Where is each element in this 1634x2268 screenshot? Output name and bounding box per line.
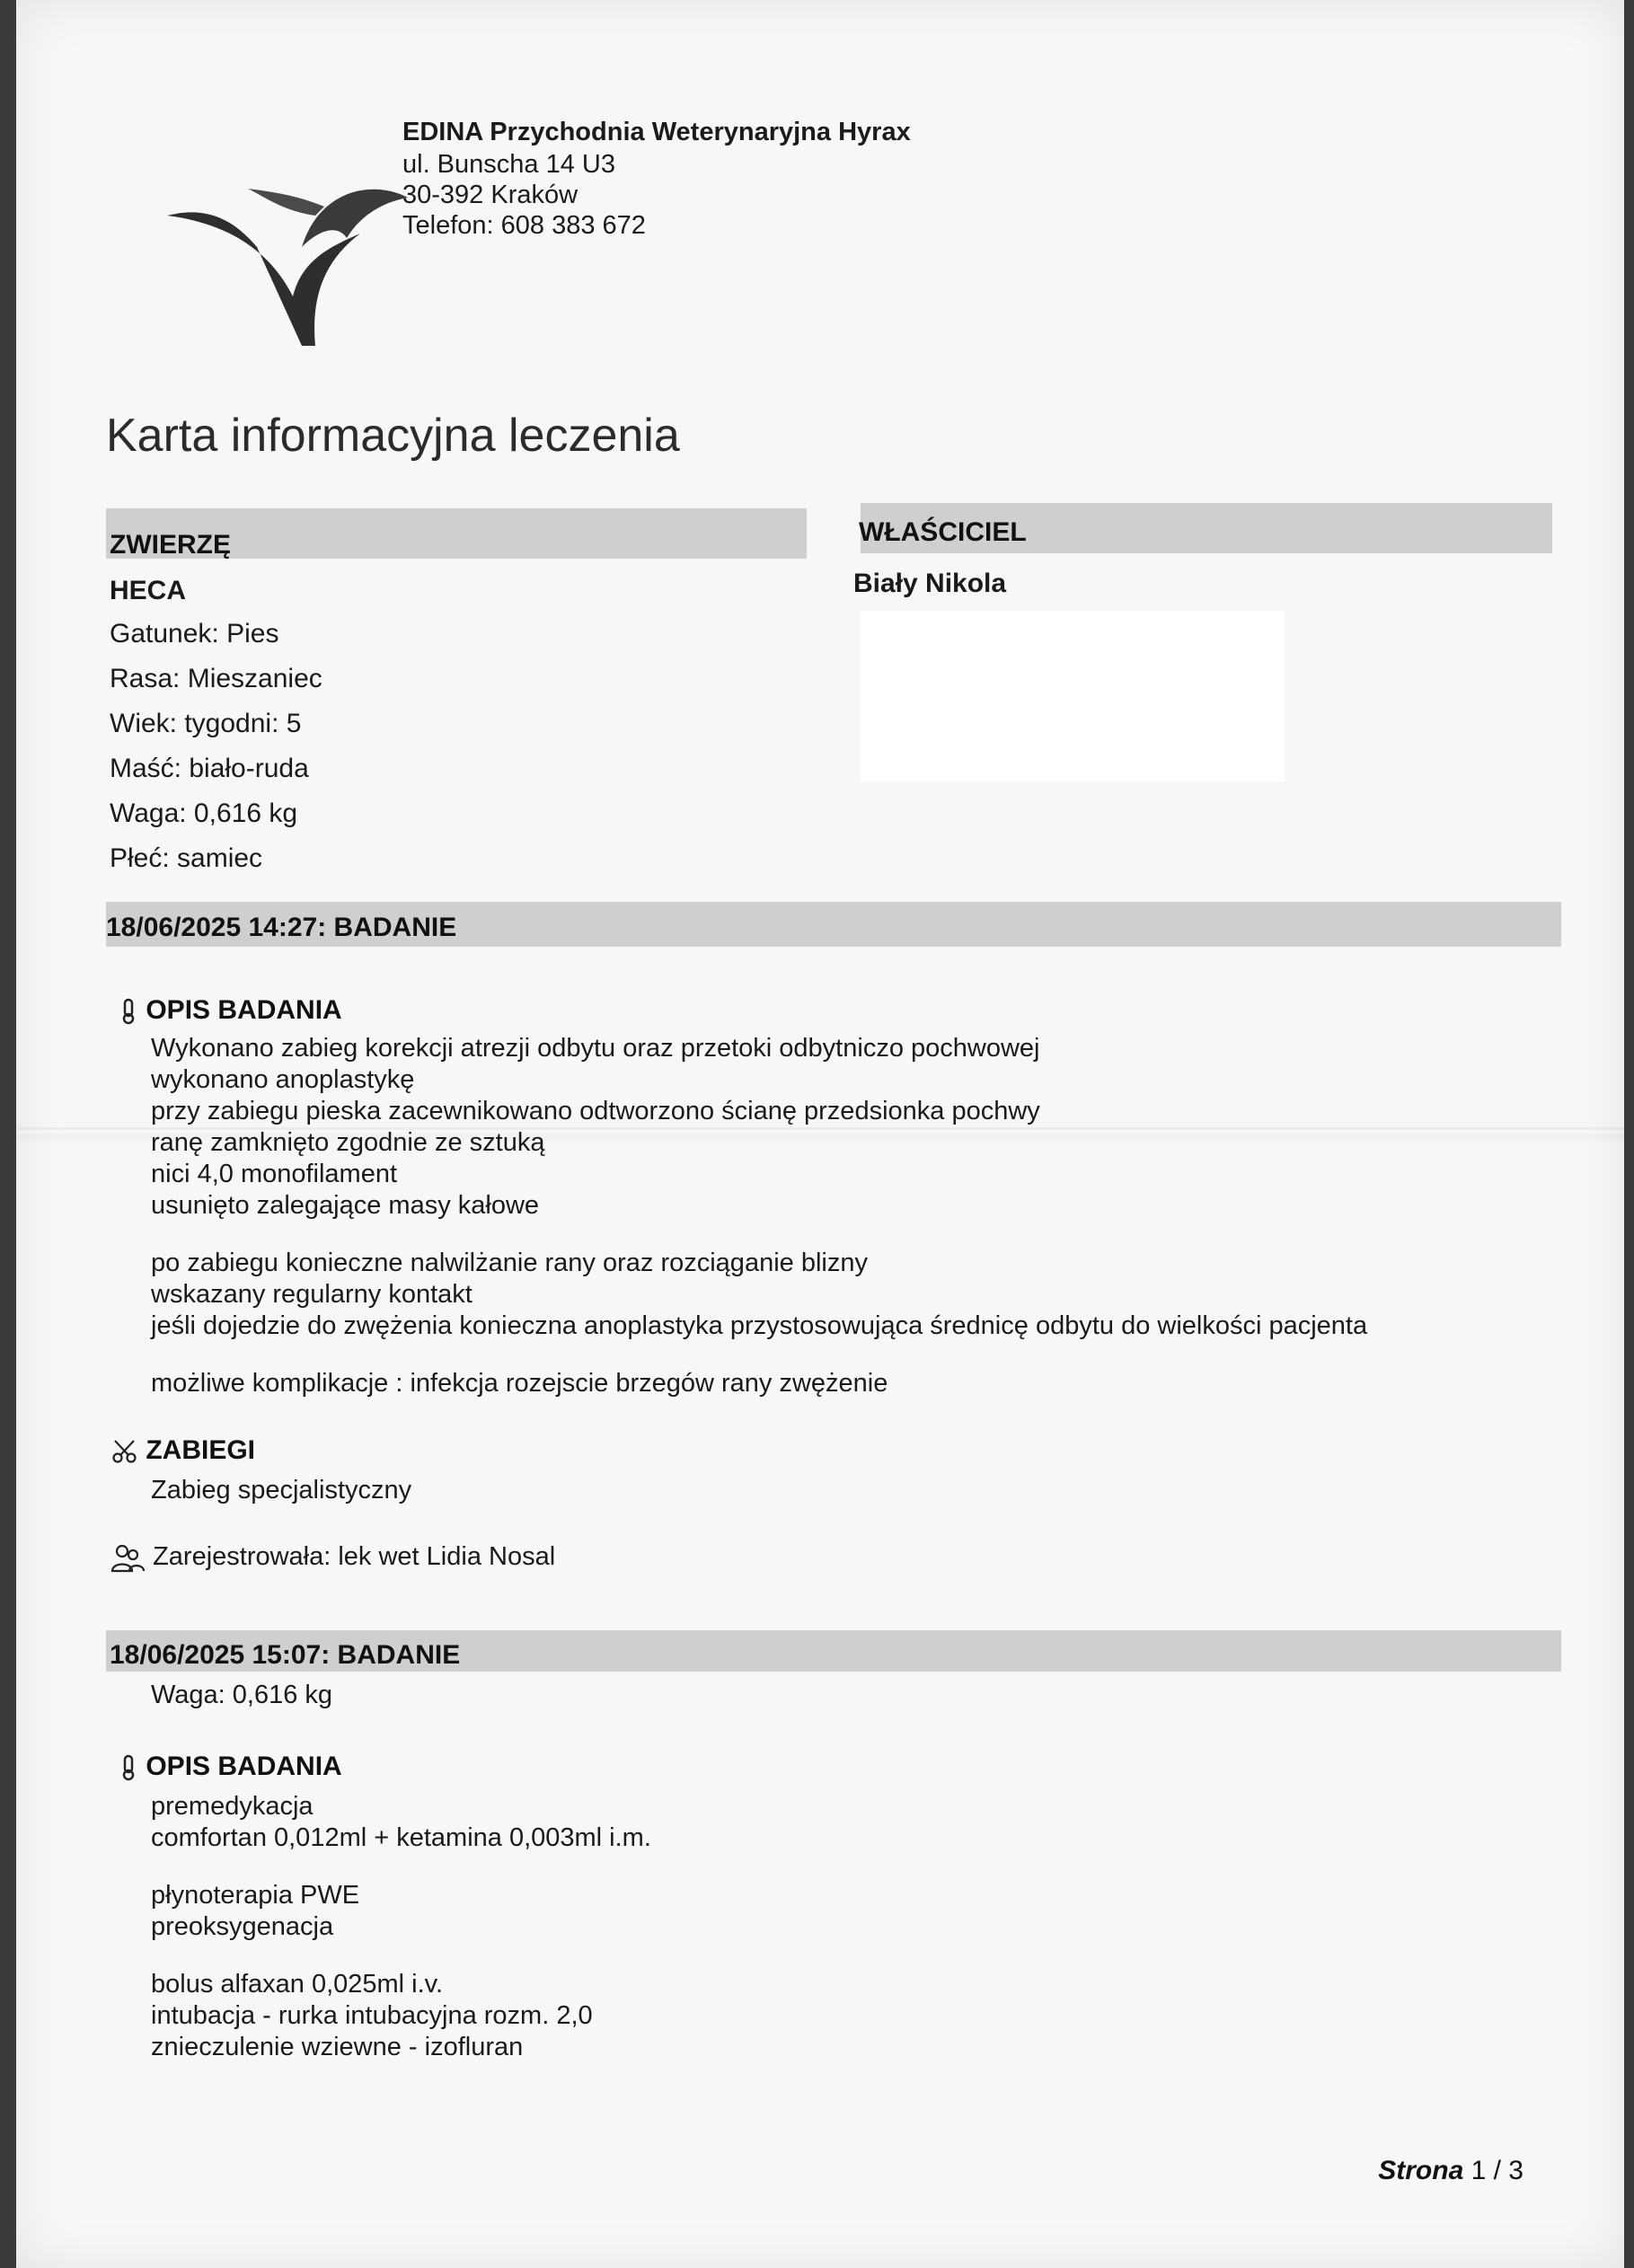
users-icon — [110, 1542, 146, 1573]
animal-coat: Maść: biało-ruda — [110, 754, 309, 783]
animal-sex: Płeć: samiec — [110, 843, 263, 873]
animal-species: Gatunek: Pies — [110, 619, 279, 649]
thermometer-icon — [119, 998, 138, 1025]
page-current: 1 — [1471, 2156, 1487, 2185]
document-page — [16, 0, 1624, 2268]
visit2-description-heading — [119, 1752, 342, 1782]
visit2-description — [151, 1791, 651, 2063]
description-line — [151, 1943, 651, 1969]
description-line: wskazany regularny kontakt — [151, 1280, 473, 1309]
description-line: płynoterapia PWE — [151, 1881, 360, 1910]
registered-by: Zarejestrowała: lek wet Lidia Nosal — [153, 1542, 556, 1571]
visit1-description-title: OPIS BADANIA — [146, 995, 342, 1025]
description-line: wykonano anoplastykę — [151, 1065, 415, 1094]
page-label: Strona — [1378, 2156, 1464, 2185]
visit1-description-heading — [119, 995, 342, 1026]
description-line: usunięto zalegające masy kałowe — [151, 1191, 540, 1220]
visit1-header: 18/06/2025 14:27: BADANIE — [106, 913, 457, 942]
description-line: comfortan 0,012ml + ketamina 0,003ml i.m. — [151, 1823, 651, 1852]
owner-header: WŁAŚCICIEL — [859, 517, 1027, 547]
clinic-phone: Telefon: 608 383 672 — [402, 211, 646, 240]
description-line: bolus alfaxan 0,025ml i.v. — [151, 1970, 444, 1999]
redacted-owner-details — [861, 611, 1285, 781]
description-line — [151, 1854, 651, 1880]
description-line: intubacja - rurka intubacyjna rozm. 2,0 — [151, 2001, 593, 2030]
clinic-street: ul. Bunscha 14 U3 — [402, 150, 615, 179]
description-line: preoksygenacja — [151, 1912, 334, 1941]
visit1-registration — [110, 1541, 555, 1573]
document-title: Karta informacyjna leczenia — [106, 410, 680, 462]
visit2-weight: Waga: 0,616 kg — [151, 1681, 333, 1709]
scissors-icon — [111, 1438, 138, 1465]
visit1-procedures-title: ZABIEGI — [146, 1435, 256, 1465]
description-line: możliwe komplikacje : infekcja rozejscie brzegów rany zwężenie — [151, 1369, 888, 1398]
visit2-header: 18/06/2025 15:07: BADANIE — [110, 1640, 461, 1670]
clinic-name: EDINA Przychodnia Weterynaryjna Hyrax — [402, 118, 911, 146]
thermometer-icon — [119, 1754, 138, 1781]
description-line: Wykonano zabieg korekcji atrezji odbytu oraz przetoki odbytniczo pochwowej — [151, 1034, 1040, 1063]
visit2-description-title: OPIS BADANIA — [146, 1752, 342, 1781]
description-line: nici 4,0 monofilament — [151, 1160, 398, 1188]
description-line: po zabiegu konieczne nalwilżanie rany oraz rozciąganie blizny — [151, 1249, 868, 1277]
animal-breed: Rasa: Mieszaniec — [110, 664, 322, 693]
description-line: przy zabiegu pieska zacewnikowano odtworzono ścianę przedsionka pochwy — [151, 1097, 1040, 1125]
description-line — [151, 1342, 1367, 1368]
owner-name: Biały Nikola — [853, 569, 1007, 598]
visit1-description — [151, 1033, 1367, 1399]
description-line: jeśli dojedzie do zwężenia konieczna anoplastyka przystosowująca średnicę odbytu do wielkości pacjenta — [151, 1311, 1368, 1340]
description-line: premedykacja — [151, 1792, 314, 1821]
visit1-procedures-heading — [111, 1435, 255, 1466]
animal-name: HECA — [110, 576, 187, 605]
animal-age: Wiek: tygodni: 5 — [110, 709, 302, 738]
page-number — [1378, 2156, 1524, 2186]
visit1-procedure: Zabieg specjalistyczny — [151, 1476, 412, 1505]
description-line: znieczulenie wziewne - izofluran — [151, 2033, 524, 2061]
animal-weight: Waga: 0,616 kg — [110, 799, 298, 828]
description-line: ranę zamknięto zgodnie ze sztuką — [151, 1128, 545, 1157]
clinic-logo — [167, 162, 410, 350]
clinic-city: 30-392 Kraków — [402, 181, 579, 209]
page-total: / 3 — [1493, 2156, 1524, 2185]
animal-header: ZWIERZĘ — [110, 530, 231, 560]
description-line — [151, 1222, 1367, 1248]
